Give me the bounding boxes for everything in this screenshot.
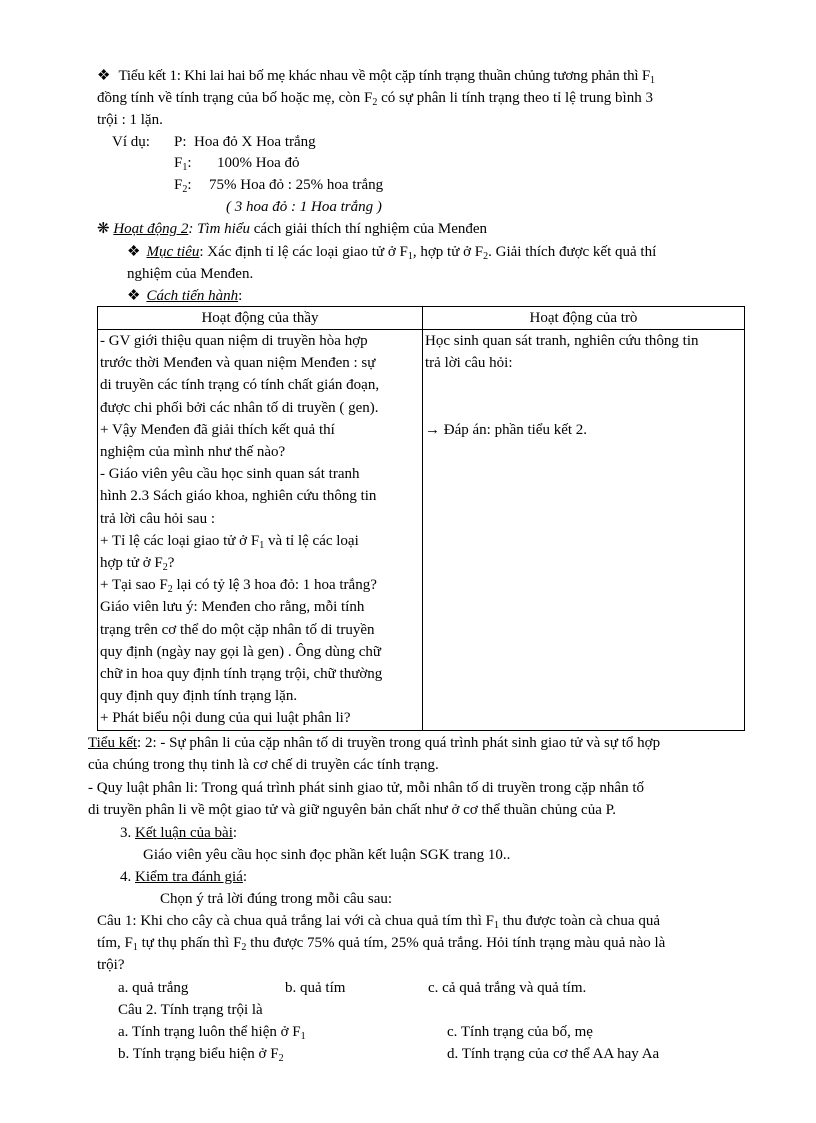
student-cell [423,330,745,731]
diamond-bullet-icon: ❖ [127,288,141,304]
table-header-student: Hoạt động của trò [423,307,745,330]
diamond-bullet-icon: ❖ [97,68,111,84]
summary2-line3: - Quy luật phân li: Trong quá trình phát sinh giao tử, mỗi nhân tố di truyền trong cặp nhân tố [88,780,644,796]
teacher-line: + Tỉ lệ các loại giao tử ở $F_1$ và tỉ lệ các loại [100,532,359,551]
teacher-line: quy định (ngày nay gọi là gen) . Ông dùng chữ [100,643,381,660]
summary2-line1: Tiểu kết: 2: - Sự phân li của cặp nhân tố di truyền trong quá trình phát sinh giao tử và sự tổ hợp [88,735,661,751]
teacher-line: hợp tử ở $F_2$? [100,555,175,574]
teacher-line: trước thời Menđen và quan niệm Menđen : sự [100,355,376,372]
summary1-line1: ❖ Tiểu kết 1: Khi lai hai bố mẹ khác nhau về một cặp tính trạng thuần chủng tương phản thì $F_1$ [97,68,656,86]
student-line: Học sinh quan sát tranh, nghiên cứu thông tin [425,333,699,349]
example-f1-value: 100% Hoa đỏ [217,155,300,171]
example-label: Ví dụ: [112,134,150,150]
example-f2: $F_2$: [174,177,192,195]
summary2-line2: của chúng trong thụ tinh là cơ chế di truyền các tính trạng. [88,757,439,773]
activity-table [97,306,745,731]
teacher-line: + Phát biểu nội dung của qui luật phân li? [100,710,351,727]
question1-line2: tím, $F_1$ tự thụ phấn thì $F_2$ thu được 75% quả tím, 25% quả trắng. Hỏi tính trạng màu quả nào là [97,935,666,953]
assessment-instruction: Chọn ý trả lời đúng trong mỗi câu sau: [160,891,393,907]
diamond-bullet-icon: ❖ [127,244,141,260]
teacher-line: trạng trên cơ thể do một cặp nhân tố di truyền [100,621,375,638]
activity2-goal-line2: nghiệm của Menđen. [127,266,254,282]
teacher-line: - Giáo viên yêu cầu học sinh quan sát tranh [100,466,360,483]
student-line: trả lời câu hỏi: [425,355,513,372]
summary1-line3: trội : 1 lặn. [97,112,163,128]
teacher-line: + Tại sao $F_2$ lại có tỷ lệ 3 hoa đỏ: 1 hoa trắng? [100,577,377,596]
q1-option-b: b. quả tím [285,980,346,996]
teacher-line: + Vậy Menđen đã giải thích kết quả thí [100,421,335,438]
activity2-goal: ❖ Mục tiêu: Xác định tỉ lệ các loại giao tử ở $F_1$, hợp tử ở $F_2$. Giải thích được kết quả thí [127,244,657,262]
teacher-cell [98,330,423,731]
teacher-line: - GV giới thiệu quan niệm di truyền hòa hợp [100,333,368,349]
flower-bullet-icon: ❋ [97,221,110,237]
table-header-teacher: Hoạt động của thầy [98,307,423,330]
student-answer: → Đáp án: phần tiểu kết 2. [425,421,588,438]
example-ratio: ( 3 hoa đỏ : 1 Hoa trắng ) [226,199,382,215]
example-f1: $F_1$: [174,155,192,173]
teacher-line: nghiệm của mình như thế nào? [100,444,286,461]
q1-option-c: c. cả quả trắng và quả tím. [428,980,587,996]
q2-option-c: c. Tính trạng của bố, mẹ [447,1024,593,1040]
q2-option-a: a. Tính trạng luôn thể hiện ở $F_1$ [118,1024,306,1042]
teacher-line: hình 2.3 Sách giáo khoa, nghiên cứu thông tin [100,488,377,505]
summary1-line2: đồng tính về tính trạng của bố hoặc mẹ, còn $F_2$ có sự phân li tính trạng theo tỉ lệ trung bình 3 [97,90,653,108]
question1-line3: trội? [97,957,125,973]
teacher-line: quy định quy định tính trạng lặn. [100,688,298,705]
table-header-row [98,307,745,330]
activity2-method: ❖ Cách tiến hành: [127,288,243,304]
teacher-line: chữ in hoa quy định tính trạng trội, chữ thường [100,666,383,683]
teacher-line: Giáo viên lưu ý: Menđen cho rằng, mỗi tính [100,599,365,616]
q2-option-b: b. Tính trạng biểu hiện ở $F_2$ [118,1046,284,1064]
q1-option-a: a. quả trắng [118,980,189,996]
example-p: P: Hoa đỏ X Hoa trắng [174,134,316,150]
summary2-line4: di truyền phân li về một giao tử và giữ nguyên bản chất như ở cơ thể thuần chủng của P. [88,802,617,818]
q2-option-d: d. Tính trạng của cơ thể AA hay Aa [447,1046,660,1062]
example-f2-value: 75% Hoa đỏ : 25% hoa trắng [209,177,384,193]
teacher-line: trả lời câu hỏi sau : [100,510,215,527]
teacher-line: được chi phối bởi các nhân tố di truyền ( gen). [100,399,379,416]
table-row [98,330,745,731]
conclusion-heading: 3. Kết luận của bài: [120,825,238,841]
question1-line1: Câu 1: Khi cho cây cà chua quả trắng lai với cà chua quả tím thì $F_1$ thu được toàn cà chua quả [97,913,660,931]
assessment-heading: 4. Kiểm tra đánh giá: [120,869,248,885]
teacher-line: di truyền các tính trạng có tính chất gián đoạn, [100,377,380,394]
conclusion-text: Giáo viên yêu cầu học sinh đọc phần kết luận SGK trang 10.. [143,847,511,863]
activity2-title: ❋ Hoạt động 2: Tìm hiểu cách giải thích thí nghiệm của Menđen [97,221,488,237]
question2: Câu 2. Tính trạng trội là [118,1002,263,1018]
